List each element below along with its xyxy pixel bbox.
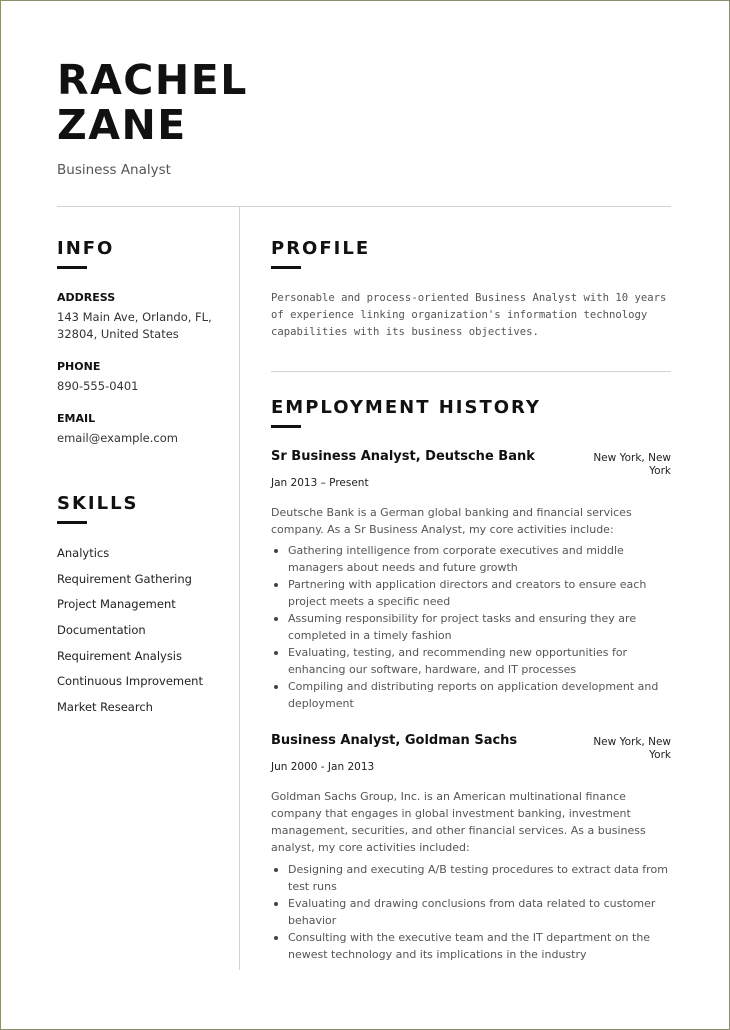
bullet-text: Assuming responsibility for project tasks and ensuring they are completed in a timely fashion [288,612,637,642]
bullet-dot [274,902,278,906]
address-line1: 143 Main Ave, Orlando, FL, [57,310,212,324]
bullet-dot [274,868,278,872]
profile-heading: PROFILE [271,238,371,259]
bullet-text: Gathering intelligence from corporate executives and middle managers about needs and future growth [288,544,624,574]
skill-item: Requirement Analysis [57,648,182,663]
job-location-line1: New York, New [593,452,671,464]
skills-heading-underline [57,521,87,524]
job-location-line1: New York, New [593,736,671,748]
list-item [271,644,673,678]
skill-item: Documentation [57,623,146,638]
email-value: email@example.com [57,431,178,445]
job-dates-2: Jun 2000 - Jan 2013 [271,761,375,773]
employment-heading: EMPLOYMENT HISTORY [271,397,541,418]
first-name: RACHEL [57,56,248,104]
job-location-line2: York [649,465,671,477]
list-item [271,610,673,644]
job-title-1: Sr Business Analyst, Deutsche Bank [271,449,535,464]
info-heading-underline [57,266,87,269]
list-item [271,678,673,712]
bullet-text: Partnering with application directors and creators to ensure each project meets a specific need [288,578,647,608]
email-label: EMAIL [57,412,96,425]
list-item [271,576,673,610]
list-item [271,929,673,963]
profile-summary: Personable and process-oriented Business Analyst with 10 years of experience linking organization's information technology capabilities with its business objectives. [271,292,667,338]
bullet-dot [274,685,278,689]
job-description-2: Goldman Sachs Group, Inc. is an American multinational finance company that engages in global investment banking, investment management, securities, and other financial services. As a business analyst, my core activities included: [271,790,646,854]
phone-value: 890-555-0401 [57,379,139,393]
skill-item: Market Research [57,700,153,715]
job-description-1: Deutsche Bank is a German global banking and financial services company. As a Sr Business Analyst, my core activities include: [271,506,632,536]
bullet-dot [274,549,278,553]
job-title-2: Business Analyst, Goldman Sachs [271,733,518,748]
skill-item: Requirement Gathering [57,571,192,586]
address-label: ADDRESS [57,291,116,304]
job-dates-1: Jan 2013 – Present [271,477,369,489]
bullet-text: Evaluating, testing, and recommending new opportunities for enhancing our software, hardware, and IT processes [288,646,628,676]
bullet-text: Compiling and distributing reports on application development and deployment [288,680,659,710]
profile-heading-underline [271,266,301,269]
bullet-text: Evaluating and drawing conclusions from data related to customer behavior [288,897,656,927]
job-location-line2: York [649,749,671,761]
skill-item: Project Management [57,597,176,612]
profile-divider [271,371,671,372]
address-line2: 32804, United States [57,327,179,341]
employment-heading-underline [271,425,301,428]
list-item [271,861,673,895]
bullet-dot [274,583,278,587]
list-item [271,895,673,929]
job-location-2 [580,736,671,762]
job-bullets-2 [271,861,673,963]
list-item [271,542,673,576]
bullet-dot [274,617,278,621]
job-location-1 [580,452,671,478]
skills-heading: SKILLS [57,493,139,514]
bullet-text: Designing and executing A/B testing procedures to extract data from test runs [288,863,668,893]
skill-item: Continuous Improvement [57,674,203,689]
skill-item: Analytics [57,546,110,560]
candidate-name [57,58,248,148]
last-name: ZANE [57,101,187,149]
header-divider [57,206,671,207]
skills-list [57,545,203,725]
job-bullets-1 [271,542,673,712]
column-divider [239,207,240,970]
phone-label: PHONE [57,360,101,373]
job-title: Business Analyst [57,162,171,178]
bullet-text: Consulting with the executive team and the IT department on the newest technology and its implications in the industry [288,931,651,961]
bullet-dot [274,651,278,655]
info-heading: INFO [57,238,115,259]
bullet-dot [274,936,278,940]
